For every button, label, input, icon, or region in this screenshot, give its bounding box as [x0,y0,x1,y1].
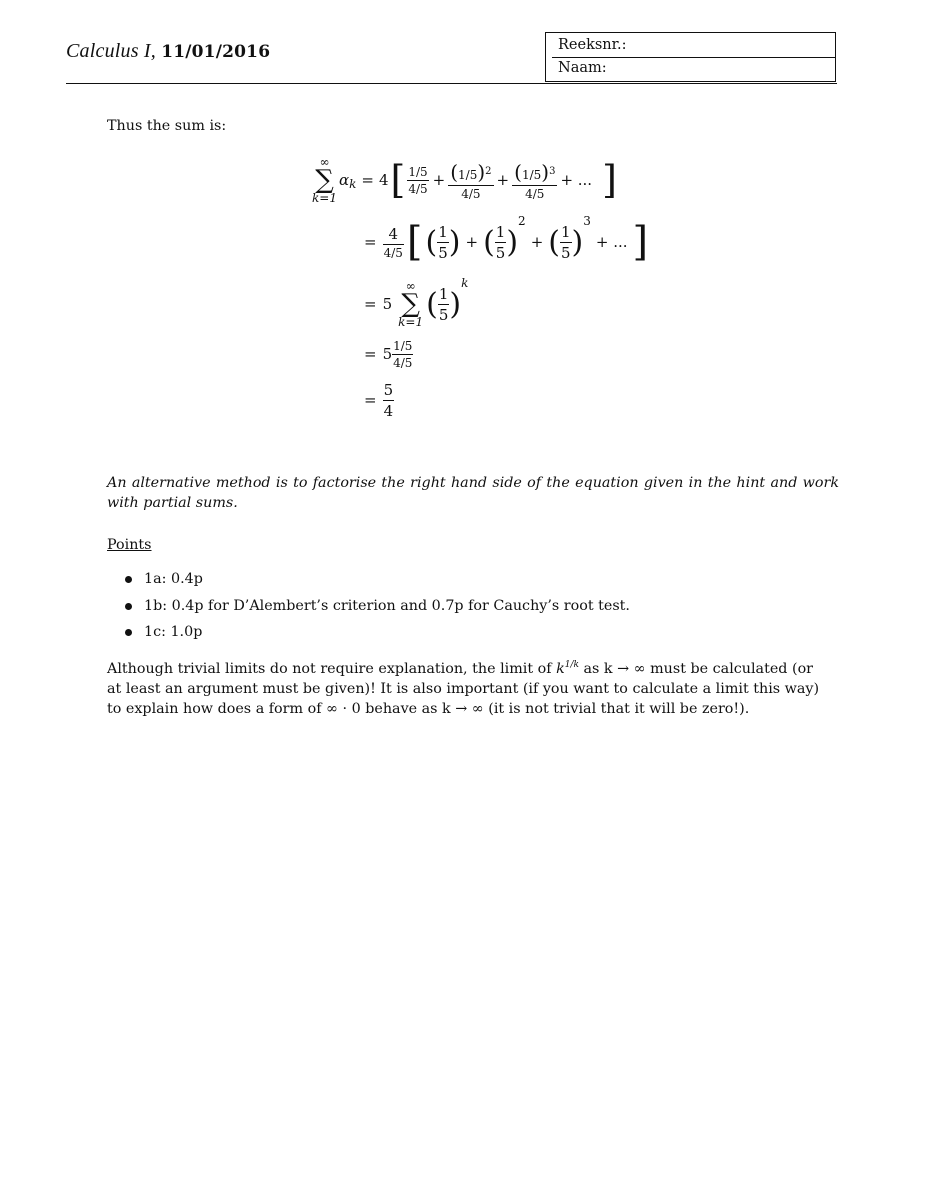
course-name: Calculus I, [66,40,156,62]
bullet-icon [125,629,132,636]
bullet-icon [125,576,132,583]
student-info-box [545,32,836,82]
points-heading: Points [107,537,152,553]
closing-line-3: to explain how does a form of ∞ · 0 behave as k → ∞ (it is not trivial that it will be zero!). [107,700,750,717]
equation-line-4: = 5 $\frac{1/5}{4/5}$ [364,338,413,370]
sum-symbol: ∞ ∑ k=1 [312,155,337,205]
field-divider [552,57,835,58]
bullet-icon [125,603,132,610]
series-number-field: Reeksnr.: [558,37,627,53]
equation-line-1: ∞ ∑ k=1 α k = 4 [ $\frac{1/5}{4/5}$ + $\frac{(1/5)^2}{4/5}$ + $\frac{(1/5)^3}{4/5}$ + ... ] [312,155,617,205]
alternative-method-remark: An alternative method is to factorise the right hand side of the equation given in the hint and work with partial sums. [107,475,839,511]
alpha-symbol: α [338,171,350,189]
course-title [66,40,270,63]
closing-paragraph [107,655,839,719]
intro-text: Thus the sum is: [107,118,227,134]
header-rule [66,83,837,84]
equation-line-2: = $\frac{4}{4/5}$ [ ( $\frac{1}{5}$ ) + ( $\frac{1}{5}$ ) $^2$ + ( $\frac{1}{5}$ ) $^3$ + ... ] [364,214,649,265]
equation-line-3: = 5 ∞ ∑ k=1 ( $\frac{1}{5}$ ) $^k$ [364,276,469,329]
sum-symbol-2: ∞ ∑ k=1 [398,279,424,329]
closing-line-1: Although trivial limits do not require explanation, the limit of $k^{1/k}$ as k → ∞ must be calculated (or [107,660,814,677]
exam-date: 11/01/2016 [161,42,271,62]
closing-line-2: at least an argument must be given)! It is also important (if you want to calculate a limit this way) [107,680,820,697]
equation-line-5: = $\frac{5}{4}$ [364,380,394,420]
name-field: Naam: [558,60,607,76]
